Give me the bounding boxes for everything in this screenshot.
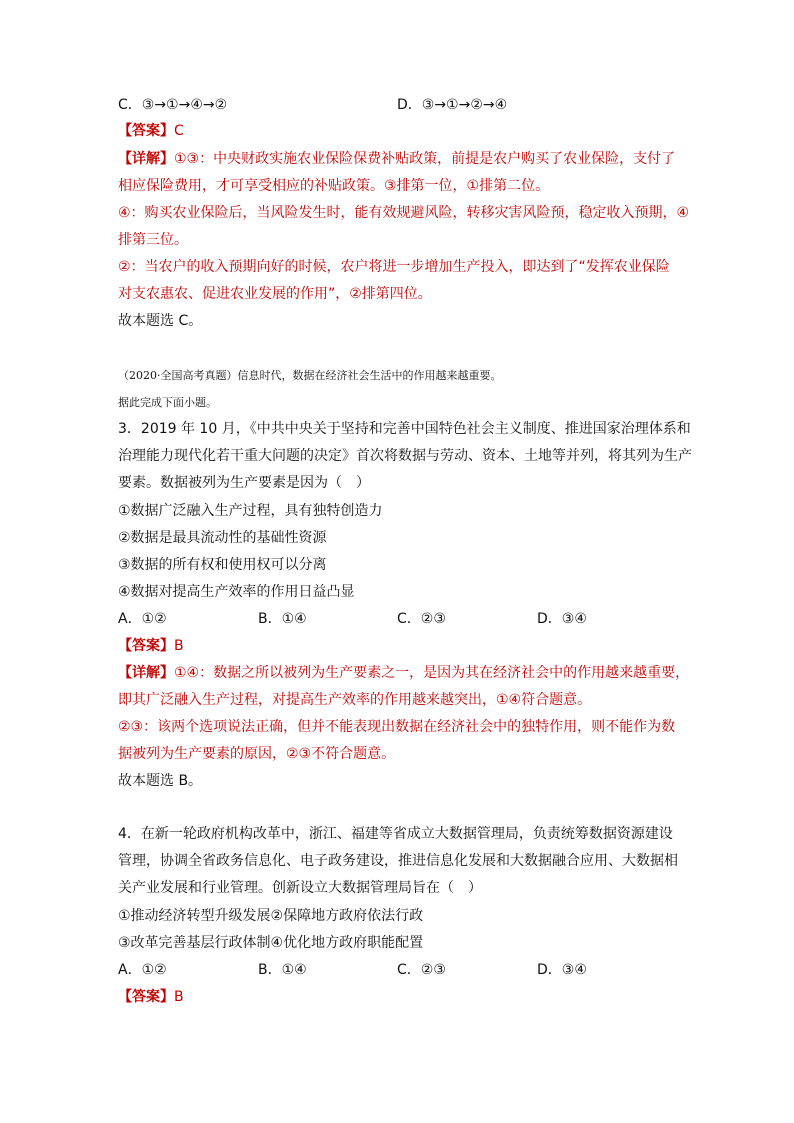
- q4-option-a: A．①②: [118, 962, 167, 978]
- q3-option-c: C．②③: [397, 611, 446, 627]
- q3-statement-2: ②数据是最具流动性的基础性资源: [118, 530, 327, 546]
- answer-value: B: [174, 989, 184, 1005]
- q3-option-b: B．①④: [258, 611, 307, 627]
- q2-detail-line-5: ②：当农户的收入预期向好的时候，农户将进一步增加生产投入，即达到了“发挥农业保险: [118, 259, 670, 275]
- q4-statement-2: ③改革完善基层行政体制④优化地方政府职能配置: [118, 935, 424, 951]
- detail-tag: 【详解】: [118, 151, 174, 167]
- q2-detail-line-1: 【详解】①③：中央财政实施农业保险保费补贴政策，前提是农户购买了农业保险，支付了: [118, 151, 676, 167]
- q4-option-d: D．③④: [537, 962, 587, 978]
- q2-answer: [118, 121, 184, 141]
- q4-stem-line-1: 4．在新一轮政府机构改革中，浙江、福建等省成立大数据管理局，负责统筹数据资源建设: [118, 826, 673, 842]
- q2-option-c: C．③→①→④→②: [118, 97, 228, 113]
- q3-detail-line-4: 据被列为生产要素的原因，②③不符合题意。: [118, 746, 396, 762]
- q2-detail-line-6: 对支农惠农、促进农业发展的作用”，②排第四位。: [118, 286, 432, 302]
- q3-detail-line-1: 【详解】①④：数据之所以被列为生产要素之一，是因为其在经济社会中的作用越来越重要，: [118, 665, 690, 681]
- q3-answer: [118, 636, 184, 656]
- q4-stem-line-2: 管理，协调全省政务信息化、电子政务建设，推进信息化发展和大数据融合应用、大数据相: [118, 853, 678, 869]
- intro-line-1: （2020·全国高考真题）信息时代，数据在经济社会生活中的作用越来越重要。: [118, 369, 502, 382]
- q4-answer: [118, 987, 184, 1007]
- q2-conclusion: 故本题选 C。: [118, 313, 203, 329]
- q3-statement-3: ③数据的所有权和使用权可以分离: [118, 557, 327, 573]
- q4-option-c: C．②③: [397, 962, 446, 978]
- detail-tag: 【详解】: [118, 665, 174, 681]
- answer-tag: 【答案】: [118, 638, 174, 654]
- answer-tag: 【答案】: [118, 989, 174, 1005]
- q3-stem-line-1: 3．2019 年 10 月，《中共中央关于坚持和完善中国特色社会主义制度、推进国家治理体系和: [118, 421, 691, 437]
- q3-stem-line-3: 要素。数据被列为生产要素是因为（ ）: [118, 475, 370, 491]
- q3-statement-1: ①数据广泛融入生产过程，具有独特创造力: [118, 503, 383, 519]
- q3-option-d: D．③④: [537, 611, 587, 627]
- intro-line-2: 据此完成下面小题。: [118, 396, 217, 409]
- q2-detail-line-3: ④：购买农业保险后，当风险发生时，能有效规避风险，转移灾害风险预，稳定收入预期，④: [118, 205, 690, 221]
- q3-option-a: A．①②: [118, 611, 167, 627]
- q3-detail-line-3: ②③：该两个选项说法正确，但并不能表现出数据在经济社会中的独特作用，则不能作为数: [118, 719, 676, 735]
- q4-statement-1: ①推动经济转型升级发展②保障地方政府依法行政: [118, 908, 424, 924]
- q3-stem-line-2: 治理能力现代化若干重大问题的决定》首次将数据与劳动、资本、土地等并列，将其列为生产: [118, 448, 692, 464]
- answer-value: B: [174, 638, 184, 654]
- q4-option-b: B．①④: [258, 962, 307, 978]
- q2-option-d: D．③→①→②→④: [397, 97, 508, 113]
- answer-tag: 【答案】: [118, 123, 174, 139]
- q2-detail-line-4: 排第三位。: [118, 232, 188, 248]
- q3-conclusion: 故本题选 B。: [118, 773, 203, 789]
- q4-stem-line-3: 关产业发展和行业管理。创新设立大数据管理局旨在（ ）: [118, 880, 482, 896]
- q3-statement-4: ④数据对提高生产效率的作用日益凸显: [118, 584, 355, 600]
- answer-value: C: [174, 123, 184, 139]
- q3-detail-line-2: 即其广泛融入生产过程，对提高生产效率的作用越来越突出，①④符合题意。: [118, 692, 592, 708]
- q2-detail-line-2: 相应保险费用，才可享受相应的补贴政策。③排第一位，①排第二位。: [118, 178, 550, 194]
